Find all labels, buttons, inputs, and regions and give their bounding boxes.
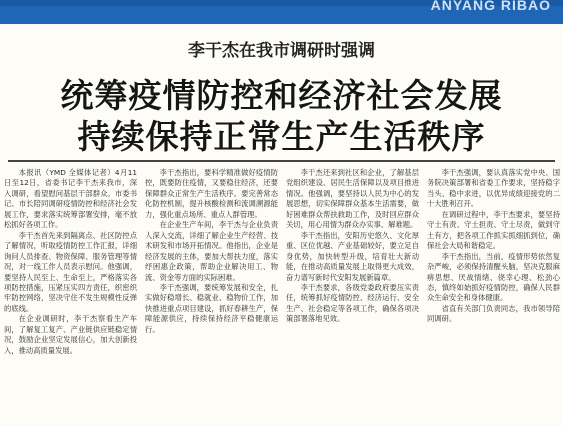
article-body: [4, 168, 560, 426]
headline-line-1: 统筹疫情防控和经济社会发展: [60, 76, 503, 115]
paragraph: 在调研过程中，李干杰要求，要坚持守土有责、守土担责、守土尽责，做到守土有方，把各项工作抓实抓细抓到位，确保社会大局和谐稳定。: [427, 209, 560, 251]
paragraph: 在企业调研时，李干杰察看生产车间，了解复工复产、产业链供应链稳定情况，鼓励企业坚定发展信心，加大创新投入，推动高质量发展。: [4, 314, 137, 355]
article-column-1: [4, 168, 137, 426]
masthead-title: ANYANG RIBAO: [430, 0, 551, 13]
paragraph: 李干杰指出，安阳历史悠久、文化厚重、区位优越、产业基础较好，要立足自身优势，加快转型升级，培育壮大新动能，在推动高质量发展上取得更大成效，奋力谱写新时代安阳发展新篇章。: [286, 230, 419, 282]
article-column-4: [427, 168, 560, 426]
paragraph: 在企业生产车间，李干杰与企业负责人深入交流，详细了解企业生产经营、技术研发和市场开拓情况。他指出，企业是经济发展的主体，要加大帮扶力度，落实纾困惠企政策，帮助企业解决用工、物流、资金等方面的实际困难。: [145, 220, 278, 282]
paragraph: 本报讯（YMD 全媒体记者）4月11日至12日，省委书记李干杰来我市，深入调研，看望慰问基层干部群众。市委书记、市长陪同调研疫情防控和经济社会发展工作，要求落实统筹部署安排，毫不放松抓好各项工作。: [4, 168, 137, 230]
paragraph: 李干杰强调，要认真落实党中央、国务院决策部署和省委工作要求，坚持稳字当头、稳中求进，以优异成绩迎接党的二十大胜利召开。: [427, 168, 560, 209]
paragraph: 李干杰还来到社区和企业，了解基层党组织建设、居民生活保障以及项目推进情况。他强调，要坚持以人民为中心的发展思想，切实保障群众基本生活需要，做好困难群众帮扶救助工作，及时回应群众关切，用心用情为群众办实事、解难题。: [286, 168, 419, 230]
masthead-bar: [0, 0, 563, 24]
paragraph: 李干杰指出，当前，疫情形势依然复杂严峻，必须保持清醒头脑，坚决克服麻痹思想、厌战情绪、侥幸心理、松劲心态，慎终如始抓好疫情防控，确保人民群众生命安全和身体健康。: [427, 251, 560, 303]
paragraph: 李干杰要求，各级党委政府要压实责任，统筹抓好疫情防控、经济运行、安全生产、社会稳定等各项工作，确保各项决策部署落地见效。: [286, 282, 419, 324]
article-column-2: [145, 168, 278, 426]
paragraph: 李干杰指出，要科学精准做好疫情防控，既要防住疫情，又要稳住经济，还要保障群众正常生产生活秩序。要完善常态化防控机制，提升核酸检测和流调溯源能力，强化重点场所、重点人群管理。: [145, 168, 278, 219]
paragraph: 李干杰首先来到隔离点、社区防控点了解情况，听取疫情防控工作汇报，详细询问人员排查、物资保障、服务管理等情况，对一线工作人员表示慰问。他强调，要坚持人民至上、生命至上，严格落实各项防控措施，压紧压实四方责任，织密织牢防控网络，坚决守住不发生规模性反弹的底线。: [4, 230, 137, 313]
article-column-3: [286, 168, 419, 426]
headline-divider: [8, 160, 555, 162]
headline-line-2: 持续保持正常生产生活秩序: [77, 117, 486, 156]
paragraph: 李干杰强调，要统筹发展和安全，扎实做好稳增长、稳就业、稳物价工作，加快推进重点项目建设，抓好春耕生产，保障能源供应，持续保持经济平稳健康运行。: [145, 282, 278, 334]
article-kicker: 李干杰在我市调研时强调: [188, 41, 375, 61]
paragraph: 省直有关部门负责同志，我市领导陪同调研。: [427, 303, 560, 324]
